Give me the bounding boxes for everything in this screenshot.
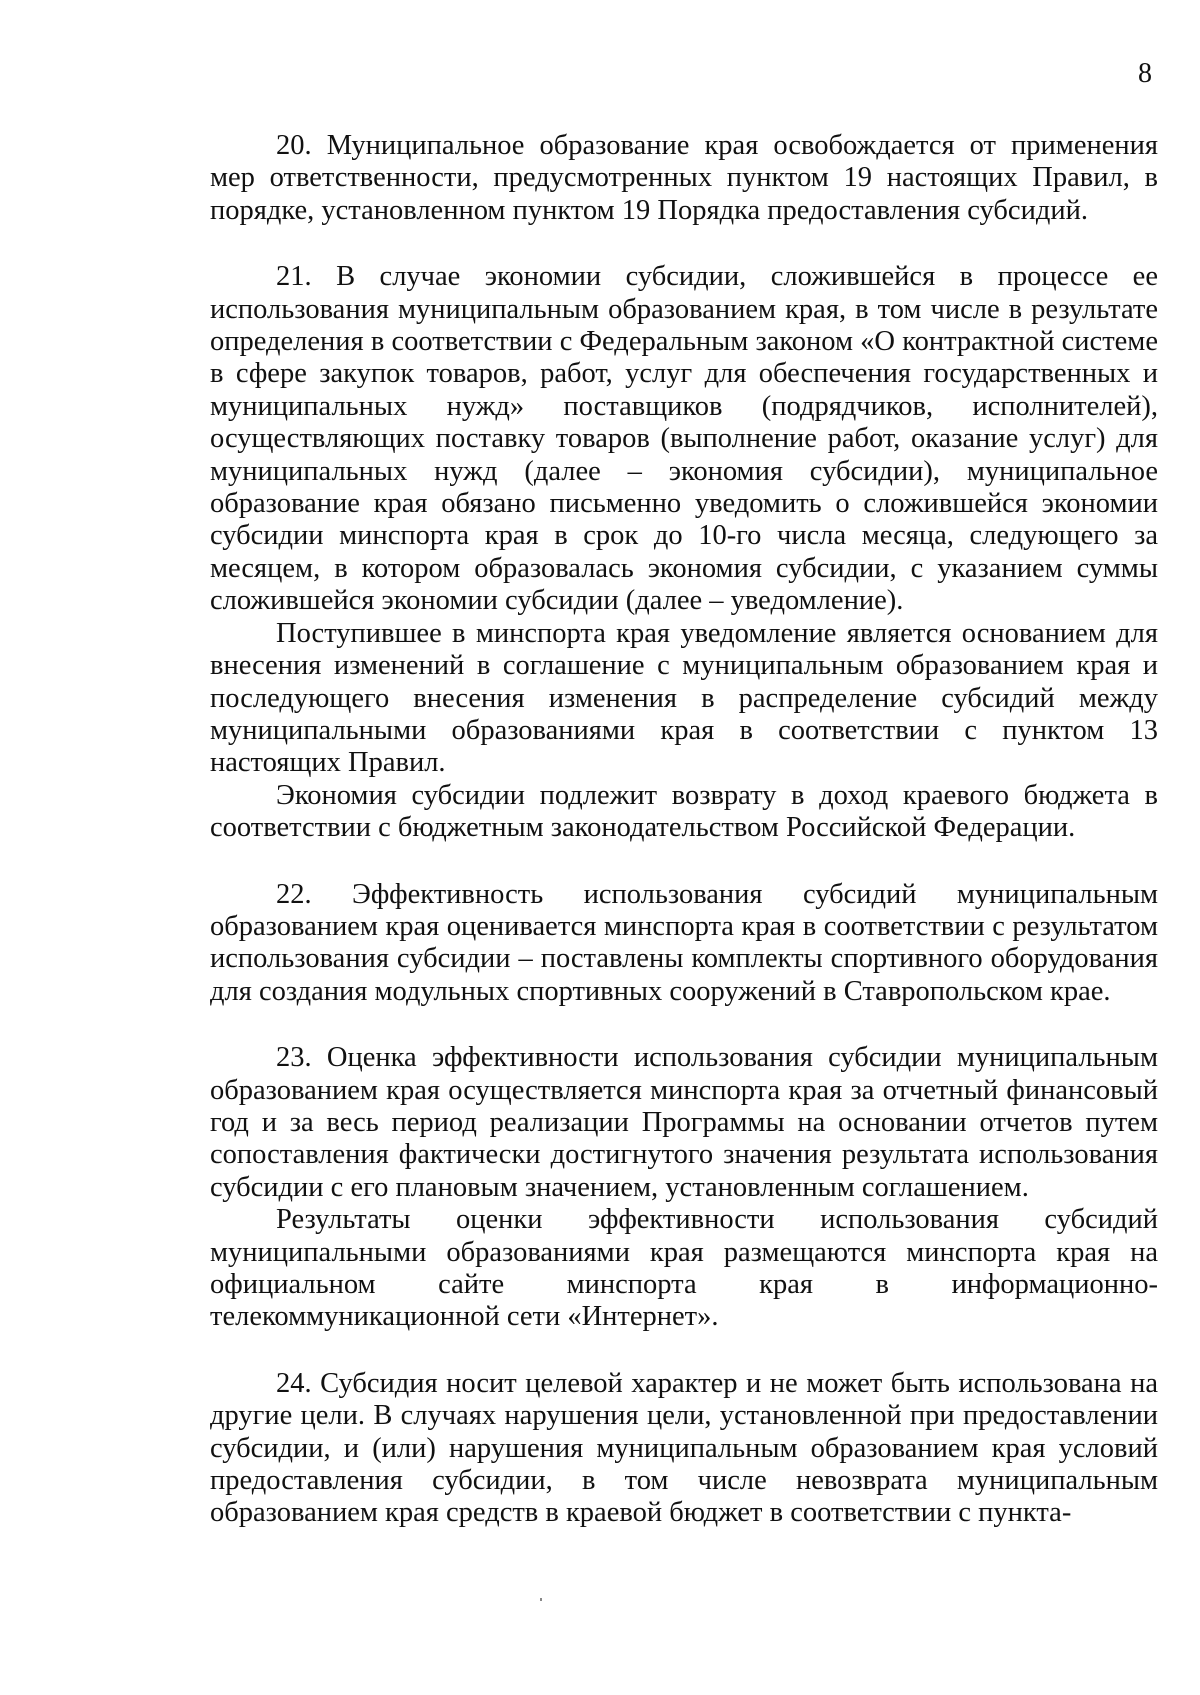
paragraph-23: 23. Оценка эффективности использования субсидии муниципальным образованием края осуществляется минспорта края за отчетный финансовый год и за весь период реализации Программы на основании отчетов путем сопоставления фактически достигнутого значения результата использования субсидии с его плановым значением, установленным соглашением. xyxy=(210,1042,1158,1203)
paragraph-21-return: Экономия субсидии подлежит возврату в доход краевого бюджета в соответствии с бюджетным законодательством Российской Федерации. xyxy=(210,779,1158,844)
document-body xyxy=(210,130,1158,1530)
paragraph-21: 21. В случае экономии субсидии, сложившейся в процессе ее использования муниципальным образованием края, в том числе в результате определения в соответствии с Федеральным законом «О контрактной системе в сфере закупок товаров, работ, услуг для обеспечения государственных и муниципальных нужд» поставщиков (подрядчиков, исполнителей), осуществляющих поставку товаров (выполнение работ, оказание услуг) для муниципальных нужд (далее – экономия субсидии), муниципальное образование края обязано письменно уведомить о сложившейся экономии субсидии минспорта края в срок до 10-го числа месяца, следующего за месяцем, в котором образовалась экономия субсидии, с указанием суммы сложившейся экономии субсидии (далее – уведомление). xyxy=(210,261,1158,617)
paragraph-22: 22. Эффективность использования субсидий муниципальным образованием края оценивается минспорта края в соответствии с результатом использования субсидии – поставлены комплекты спортивного оборудования для создания модульных спортивных сооружений в Ставропольском крае. xyxy=(210,878,1158,1007)
paragraph-24: 24. Субсидия носит целевой характер и не может быть использована на другие цели. В случаях нарушения цели, установленной при предоставлении субсидии, и (или) нарушения муниципальным образованием края условий предоставления субсидии, в том числе невозврата муниципальным образованием края средств в краевой бюджет в соответствии с пункта- xyxy=(210,1367,1158,1529)
paragraph-23-results: Результаты оценки эффективности использования субсидий муниципальными образованиями края размещаются минспорта края на официальном сайте минспорта края в информационно-телекоммуникационной сети «Интернет». xyxy=(210,1204,1158,1333)
page-number: 8 xyxy=(1138,58,1152,89)
scan-artifact xyxy=(540,1598,542,1601)
paragraph-21-notice: Поступившее в минспорта края уведомление является основанием для внесения изменений в соглашение с муниципальным образованием края и последующего внесения изменения в распределение субсидий между муниципальными образованиями края в соответствии с пунктом 13 настоящих Правил. xyxy=(210,617,1158,779)
paragraph-20: 20. Муниципальное образование края освобождается от применения мер ответственности, предусмотренных пунктом 19 настоящих Правил, в порядке, установленном пунктом 19 Порядка предоставления субсидий. xyxy=(210,130,1158,226)
